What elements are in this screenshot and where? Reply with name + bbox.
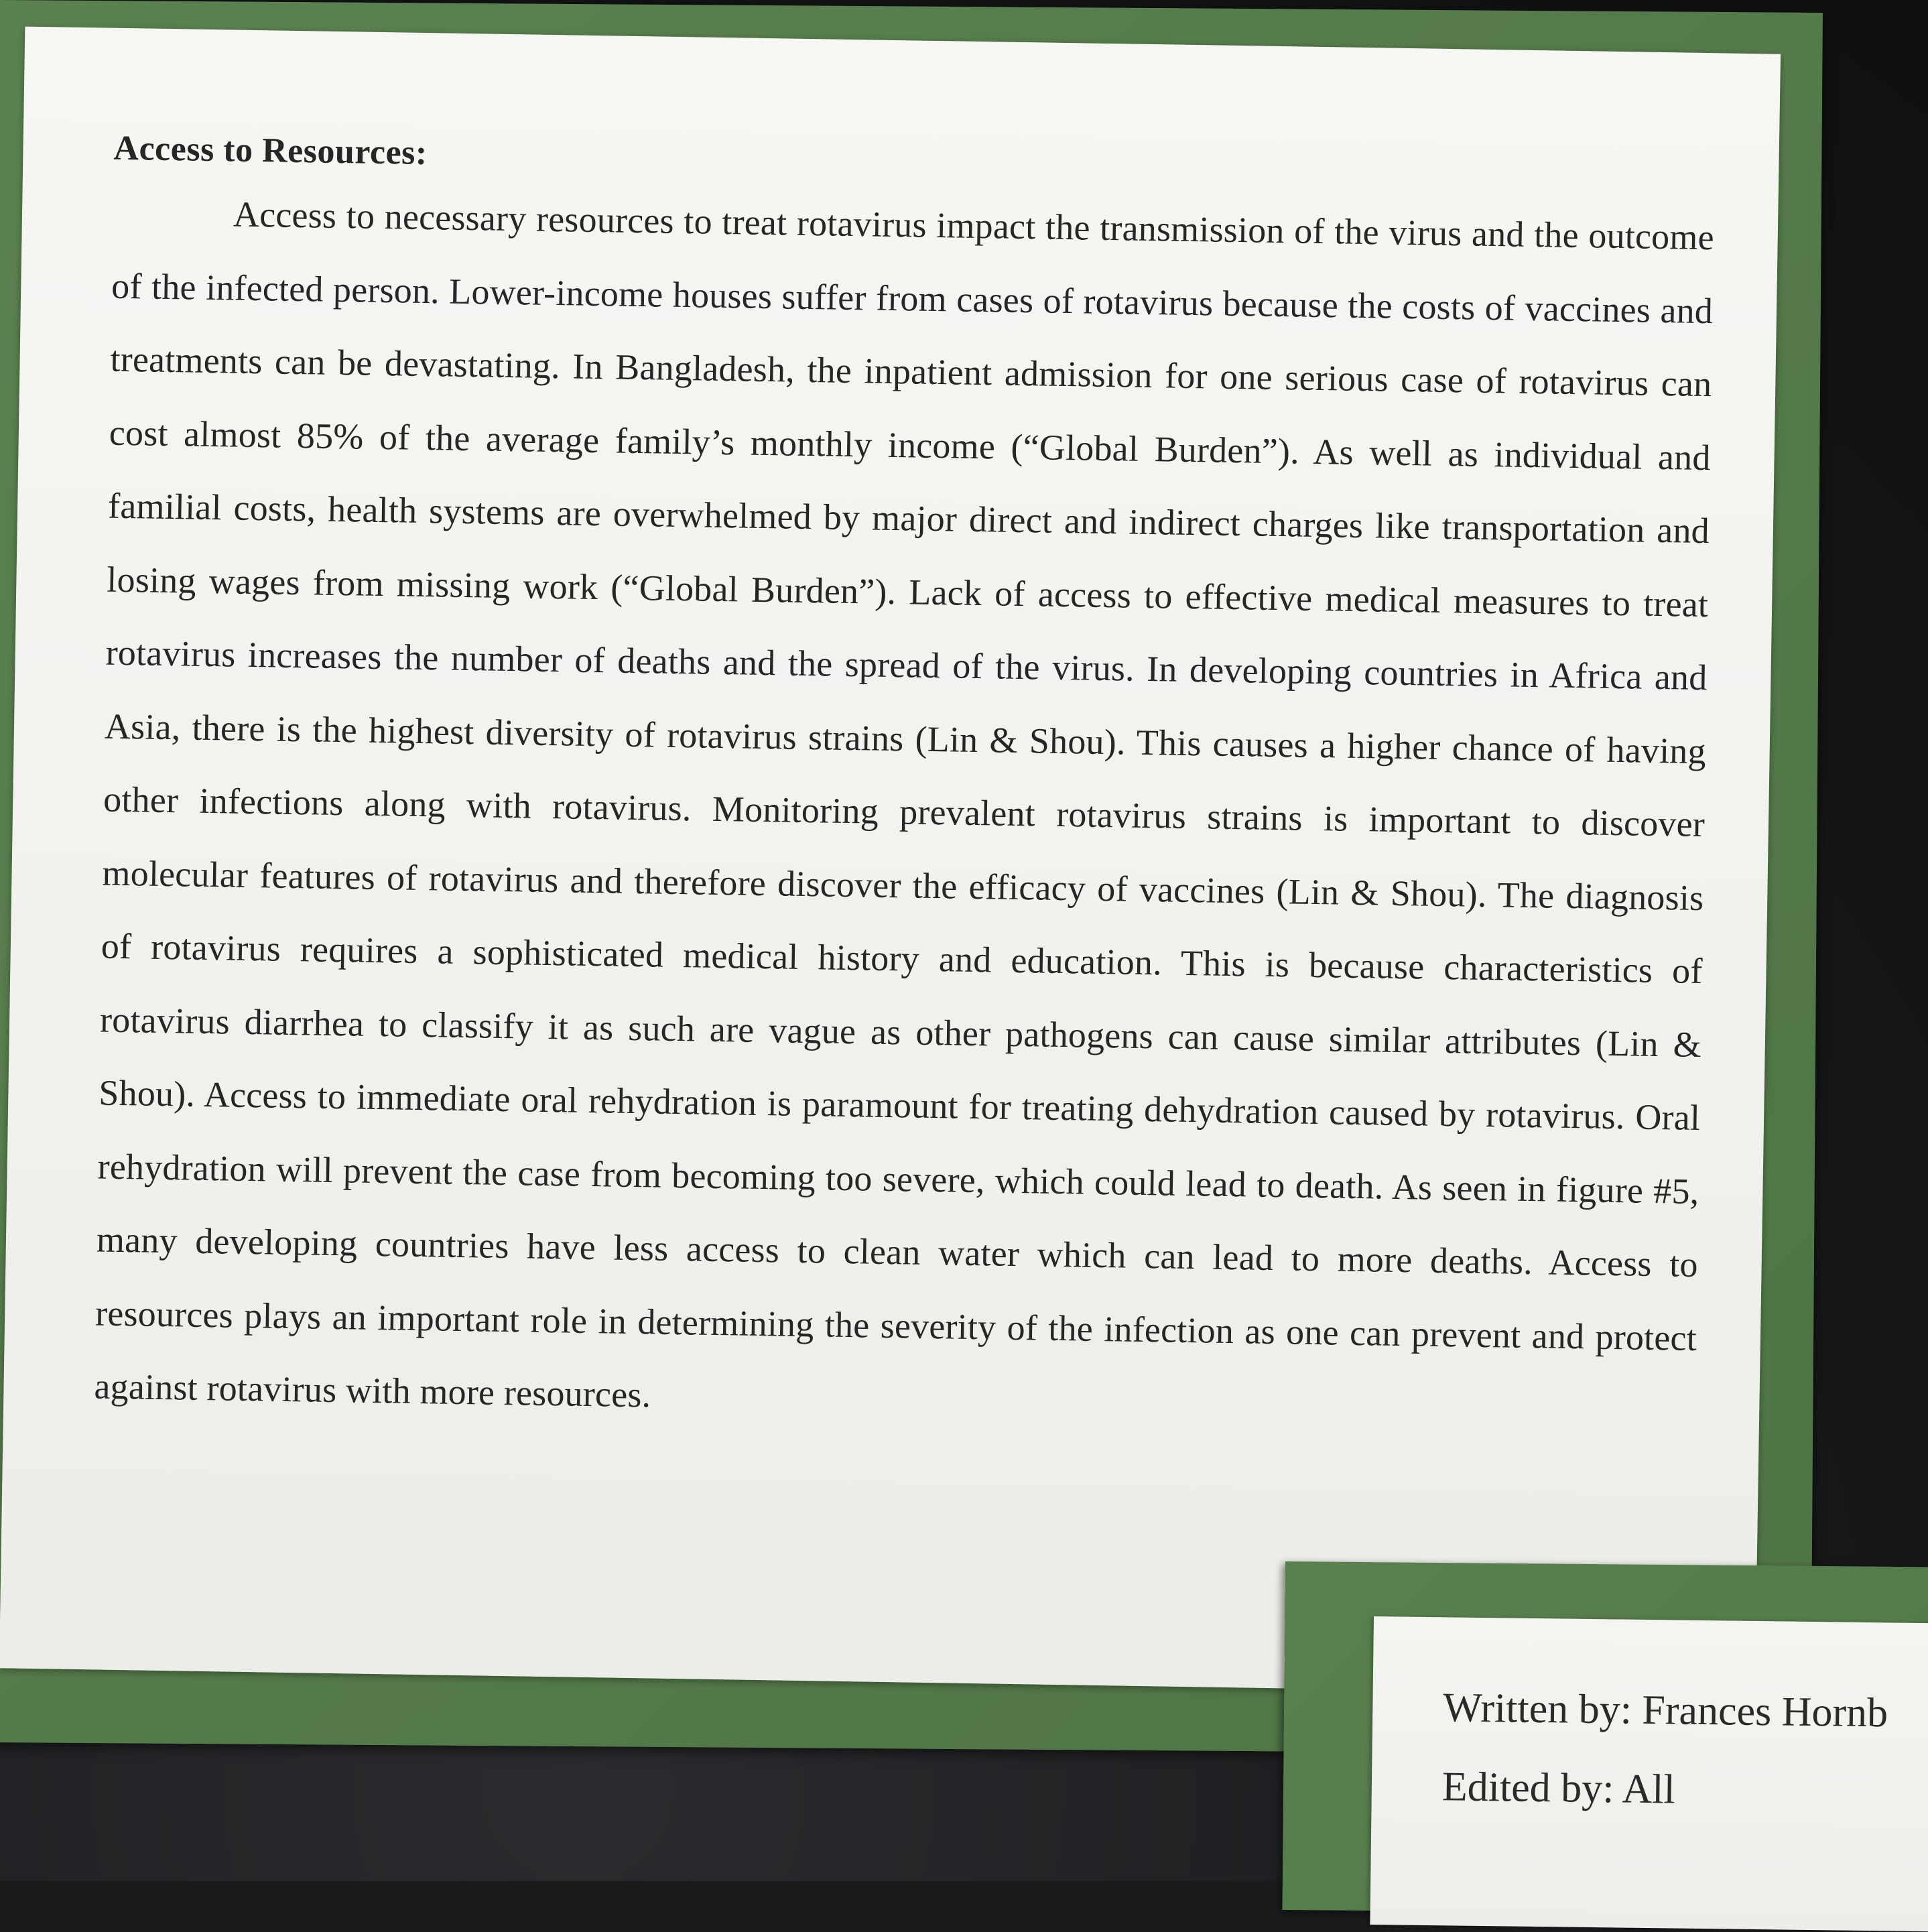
edited-by-label: Edited by: All [1441, 1764, 1676, 1813]
article-body: Access to necessary resources to treat rotavirus impact the transmission of the virus and the outcome of the infected person. Lower-income houses suffer from cases of rotavirus because the costs of vaccines and treatments can be devastating. In Bangladesh, the inpatient admission for one serious case of rotavirus can cost almost 85% of the average family’s monthly income (“Global Burden”). As well as individual and familial costs, health systems are overwhelmed by major direct and indirect charges like transportation and losing wages from missing work (“Global Burden”). Lack of access to effective medical measures to treat rotavirus increases the number of deaths and the spread of the virus. In developing countries in Africa and Asia, there is the highest diversity of rotavirus strains (Lin & Shou). This causes a higher chance of having other infections along with rotavirus. Monitoring prevalent rotavirus strains is important to discover molecular features of rotavirus and therefore discover the efficacy of vaccines (Lin & Shou). The diagnosis of rotavirus requires a sophisticated medical history and education. This is because characteristics of rotavirus diarrhea to classify it as such are vague as other pathogens can cause similar attributes (Lin & Shou). Access to immediate oral rehydration is paramount for treating dehydration caused by rotavirus. Oral rehydration will prevent the case from becoming too severe, which could lead to death. As seen in figure #5, many developing countries have less access to clean water which can lead to more deaths. Access to resources plays an important role in determining the severity of the infection as one can prevent and protect against rotavirus with more resources. [94, 194, 1715, 1415]
article-heading: Access to Resources: [113, 129, 428, 173]
credit-card [1370, 1616, 1928, 1932]
printed-article-sheet [0, 27, 1781, 1696]
article-content [94, 129, 1716, 1449]
written-by-label: Written by: Frances Hornb [1442, 1685, 1888, 1736]
